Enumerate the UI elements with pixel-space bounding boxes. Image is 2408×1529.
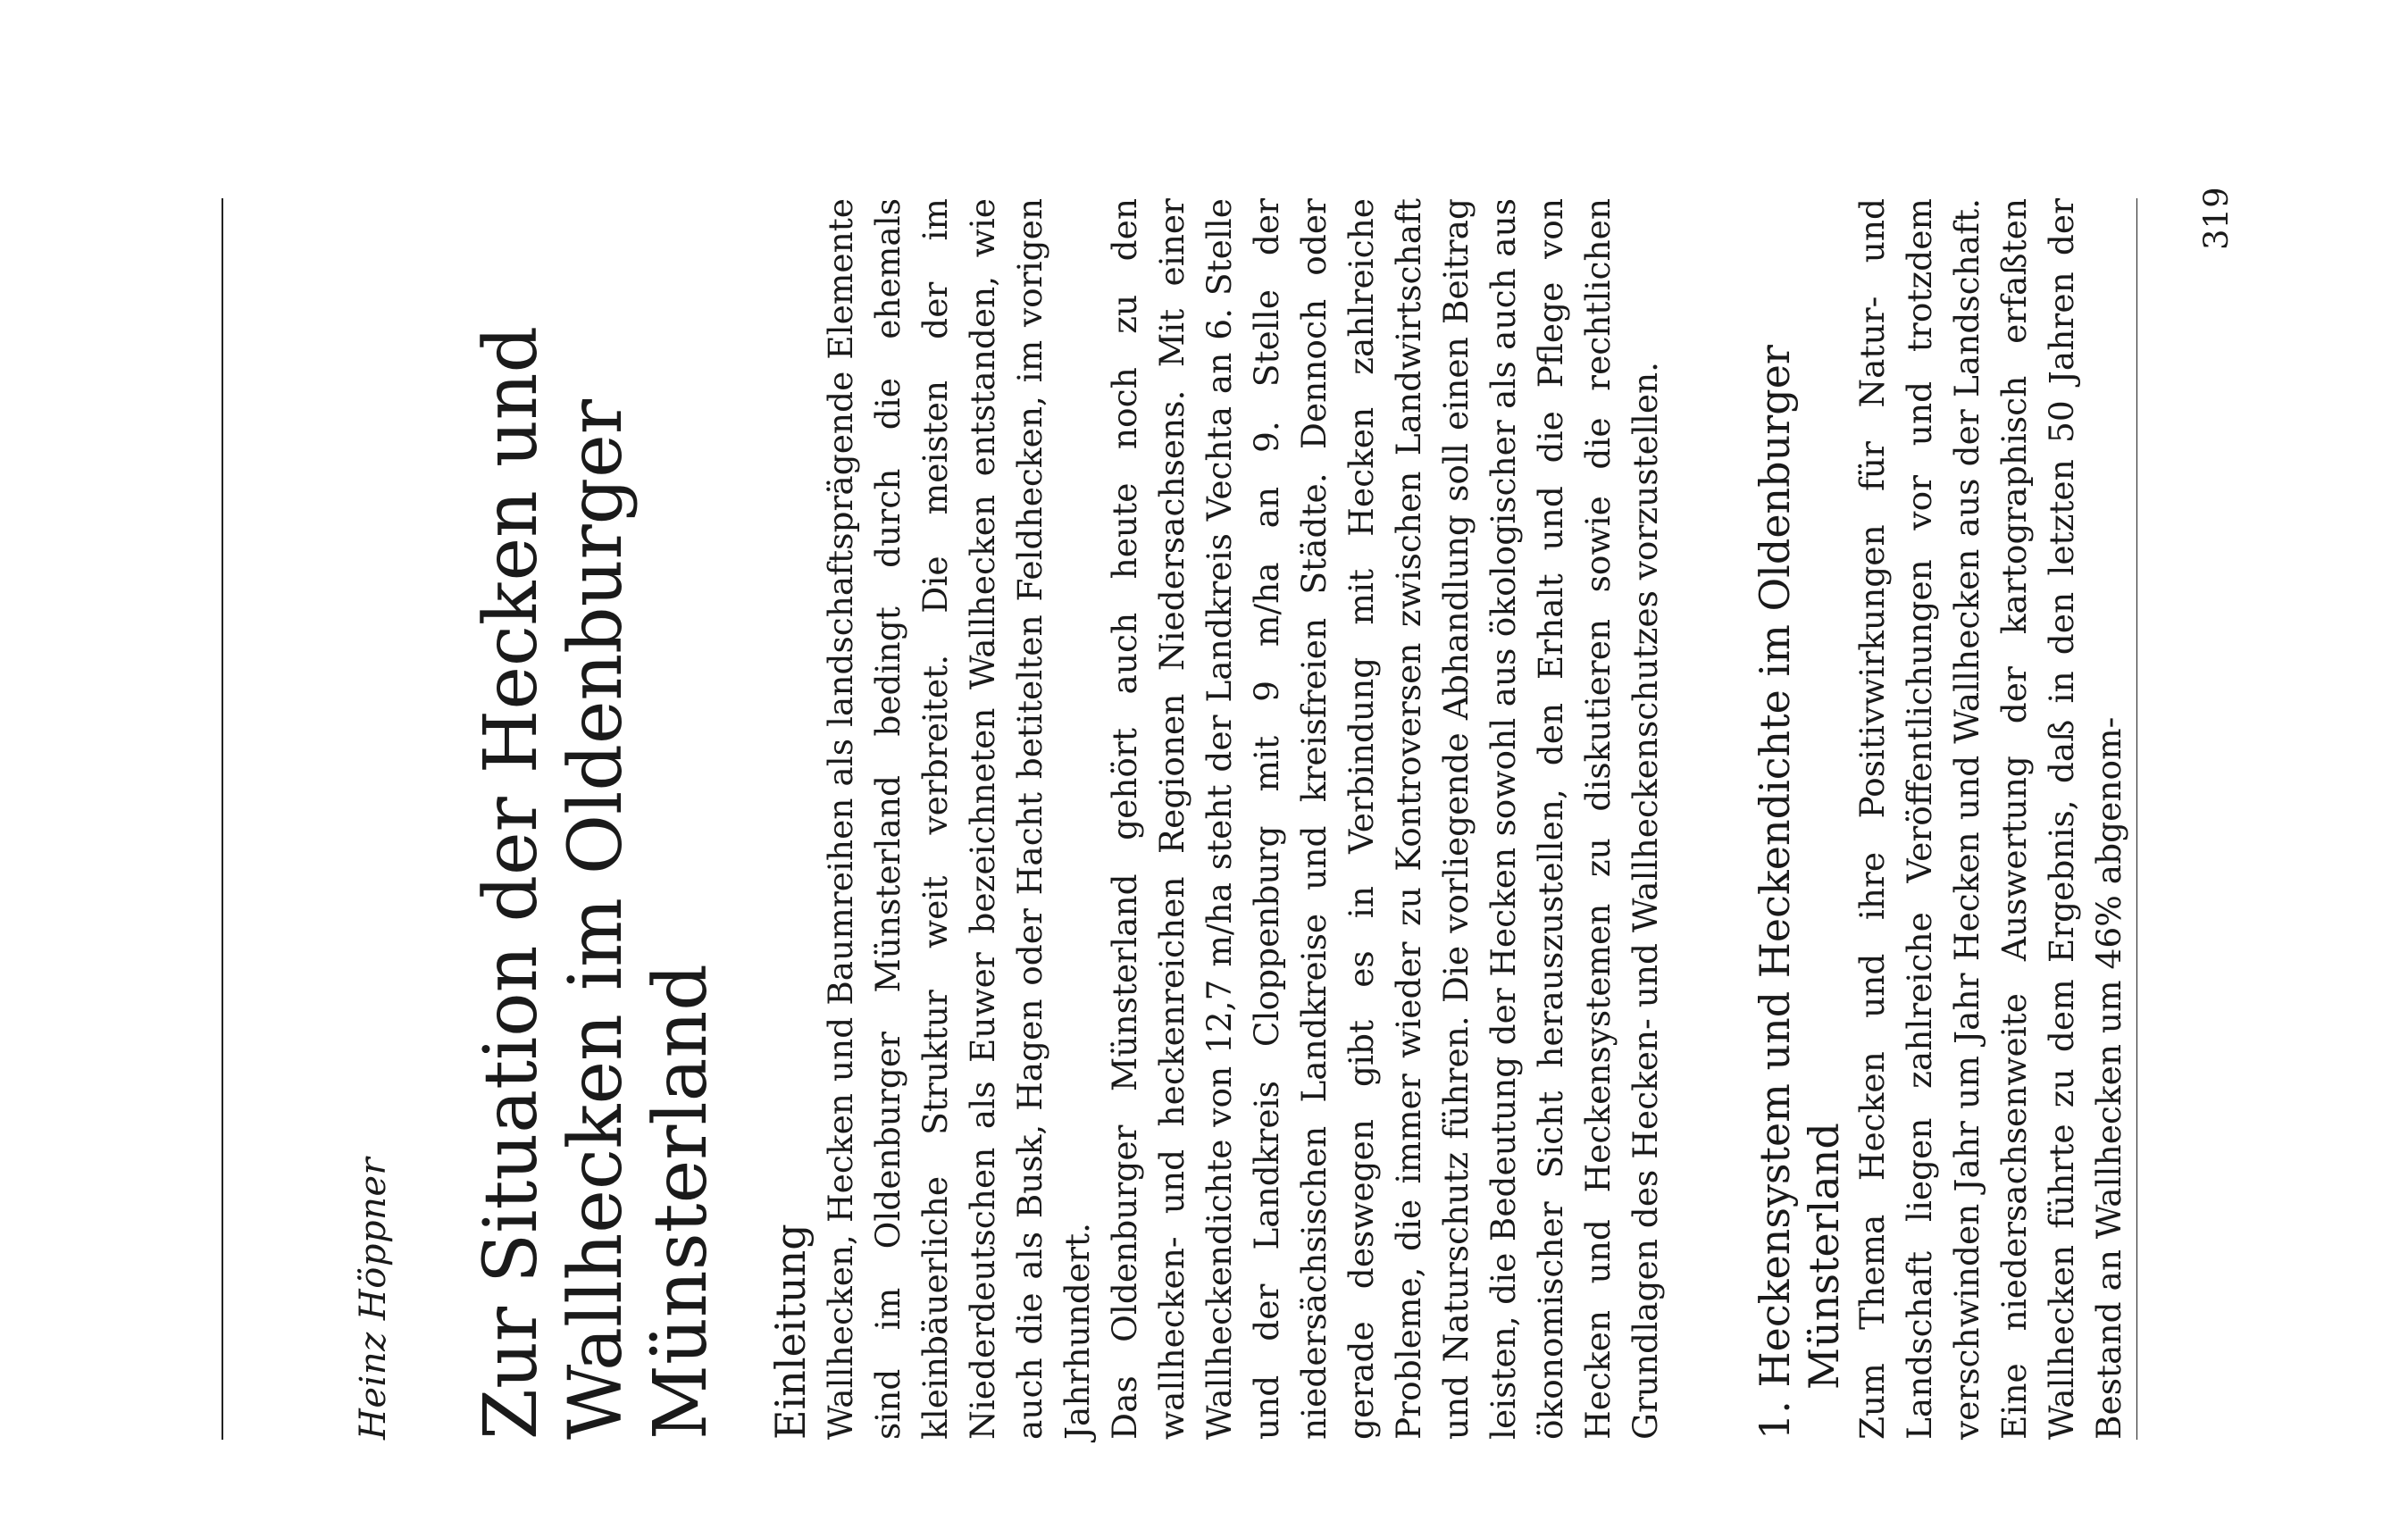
introduction-heading: Einleitung	[766, 1224, 815, 1440]
chapter-1-heading-line-2: Münsterland	[1800, 1123, 1848, 1390]
author-name: Heinz Höppner	[353, 1157, 394, 1440]
introduction-section	[764, 198, 1669, 1440]
introduction-paragraph-1: Wallhecken, Hecken und Baumreihen als landschaftsprägende Elemente sind im Oldenburger Münsterland bedingt durch die ehemals kleinbäuerliche Struktur weit verbreitet. Die meisten der im Niederdeutschen als Euwer bezeichneten Wallhecken entstanden, wie auch die als Busk, Hagen oder Hacht betitelten Feldhecken, im vorigen Jahrhundert.	[821, 198, 1097, 1440]
introduction-paragraph-2: Das Oldenburger Münsterland gehört auch heute noch zu den wallhecken- und heckenreichen Regionen Niedersachsens. Mit einer Wallheckendichte von 12,7 m/ha steht der Landkreis Vechta an 6. Stelle und der Landkreis Cloppenburg mit 9 m/ha an 9. Stelle der niedersächsischen Landkreise und kreisfreien Städte. Dennoch oder gerade deswegen gibt es in Verbindung mit Hecken zahlreiche Probleme, die immer wieder zu Kontroversen zwischen Landwirtschaft und Naturschutz führen. Die vorliegende Abhandlung soll einen Beitrag leisten, die Bedeutung der Hecken sowohl aus ökologischer als auch aus ökonomischer Sicht herauszustellen, den Erhalt und die Pflege von Hecken und Heckensystemen zu diskutieren sowie die rechtlichen Grundlagen des Hecken- und Wallheckenschutzes vorzustellen.	[1105, 198, 1665, 1440]
article-title: Zur Situation der Hecken und Wallhecken im Oldenburger Münsterland	[469, 326, 723, 1440]
top-rule	[222, 198, 223, 1440]
chapter-1-heading	[1751, 198, 1849, 1440]
chapter-1-section	[1751, 198, 2133, 1440]
bottom-rule	[2136, 198, 2137, 1440]
chapter-1-paragraph: Zum Thema Hecken und ihre Positivwirkungen für Natur- und Landschaft liegen zahlreiche Veröffentlichungen vor und trotzdem verschwinden Jahr um Jahr Hecken und Wallhecken aus der Landschaft. Eine niedersachsenweite Auswertung der kartographisch erfaßten Wallhecken führte zu dem Ergebnis, daß in den letzten 50 Jahren der Bestand an Wallhecken um 46% abgenom-	[1852, 198, 2128, 1440]
chapter-1-heading-line-1: Heckensystem und Heckendichte im Oldenburger	[1751, 345, 1799, 1388]
page-number: 319	[2197, 187, 2236, 250]
chapter-1-heading-number: 1.	[1751, 1400, 1799, 1440]
